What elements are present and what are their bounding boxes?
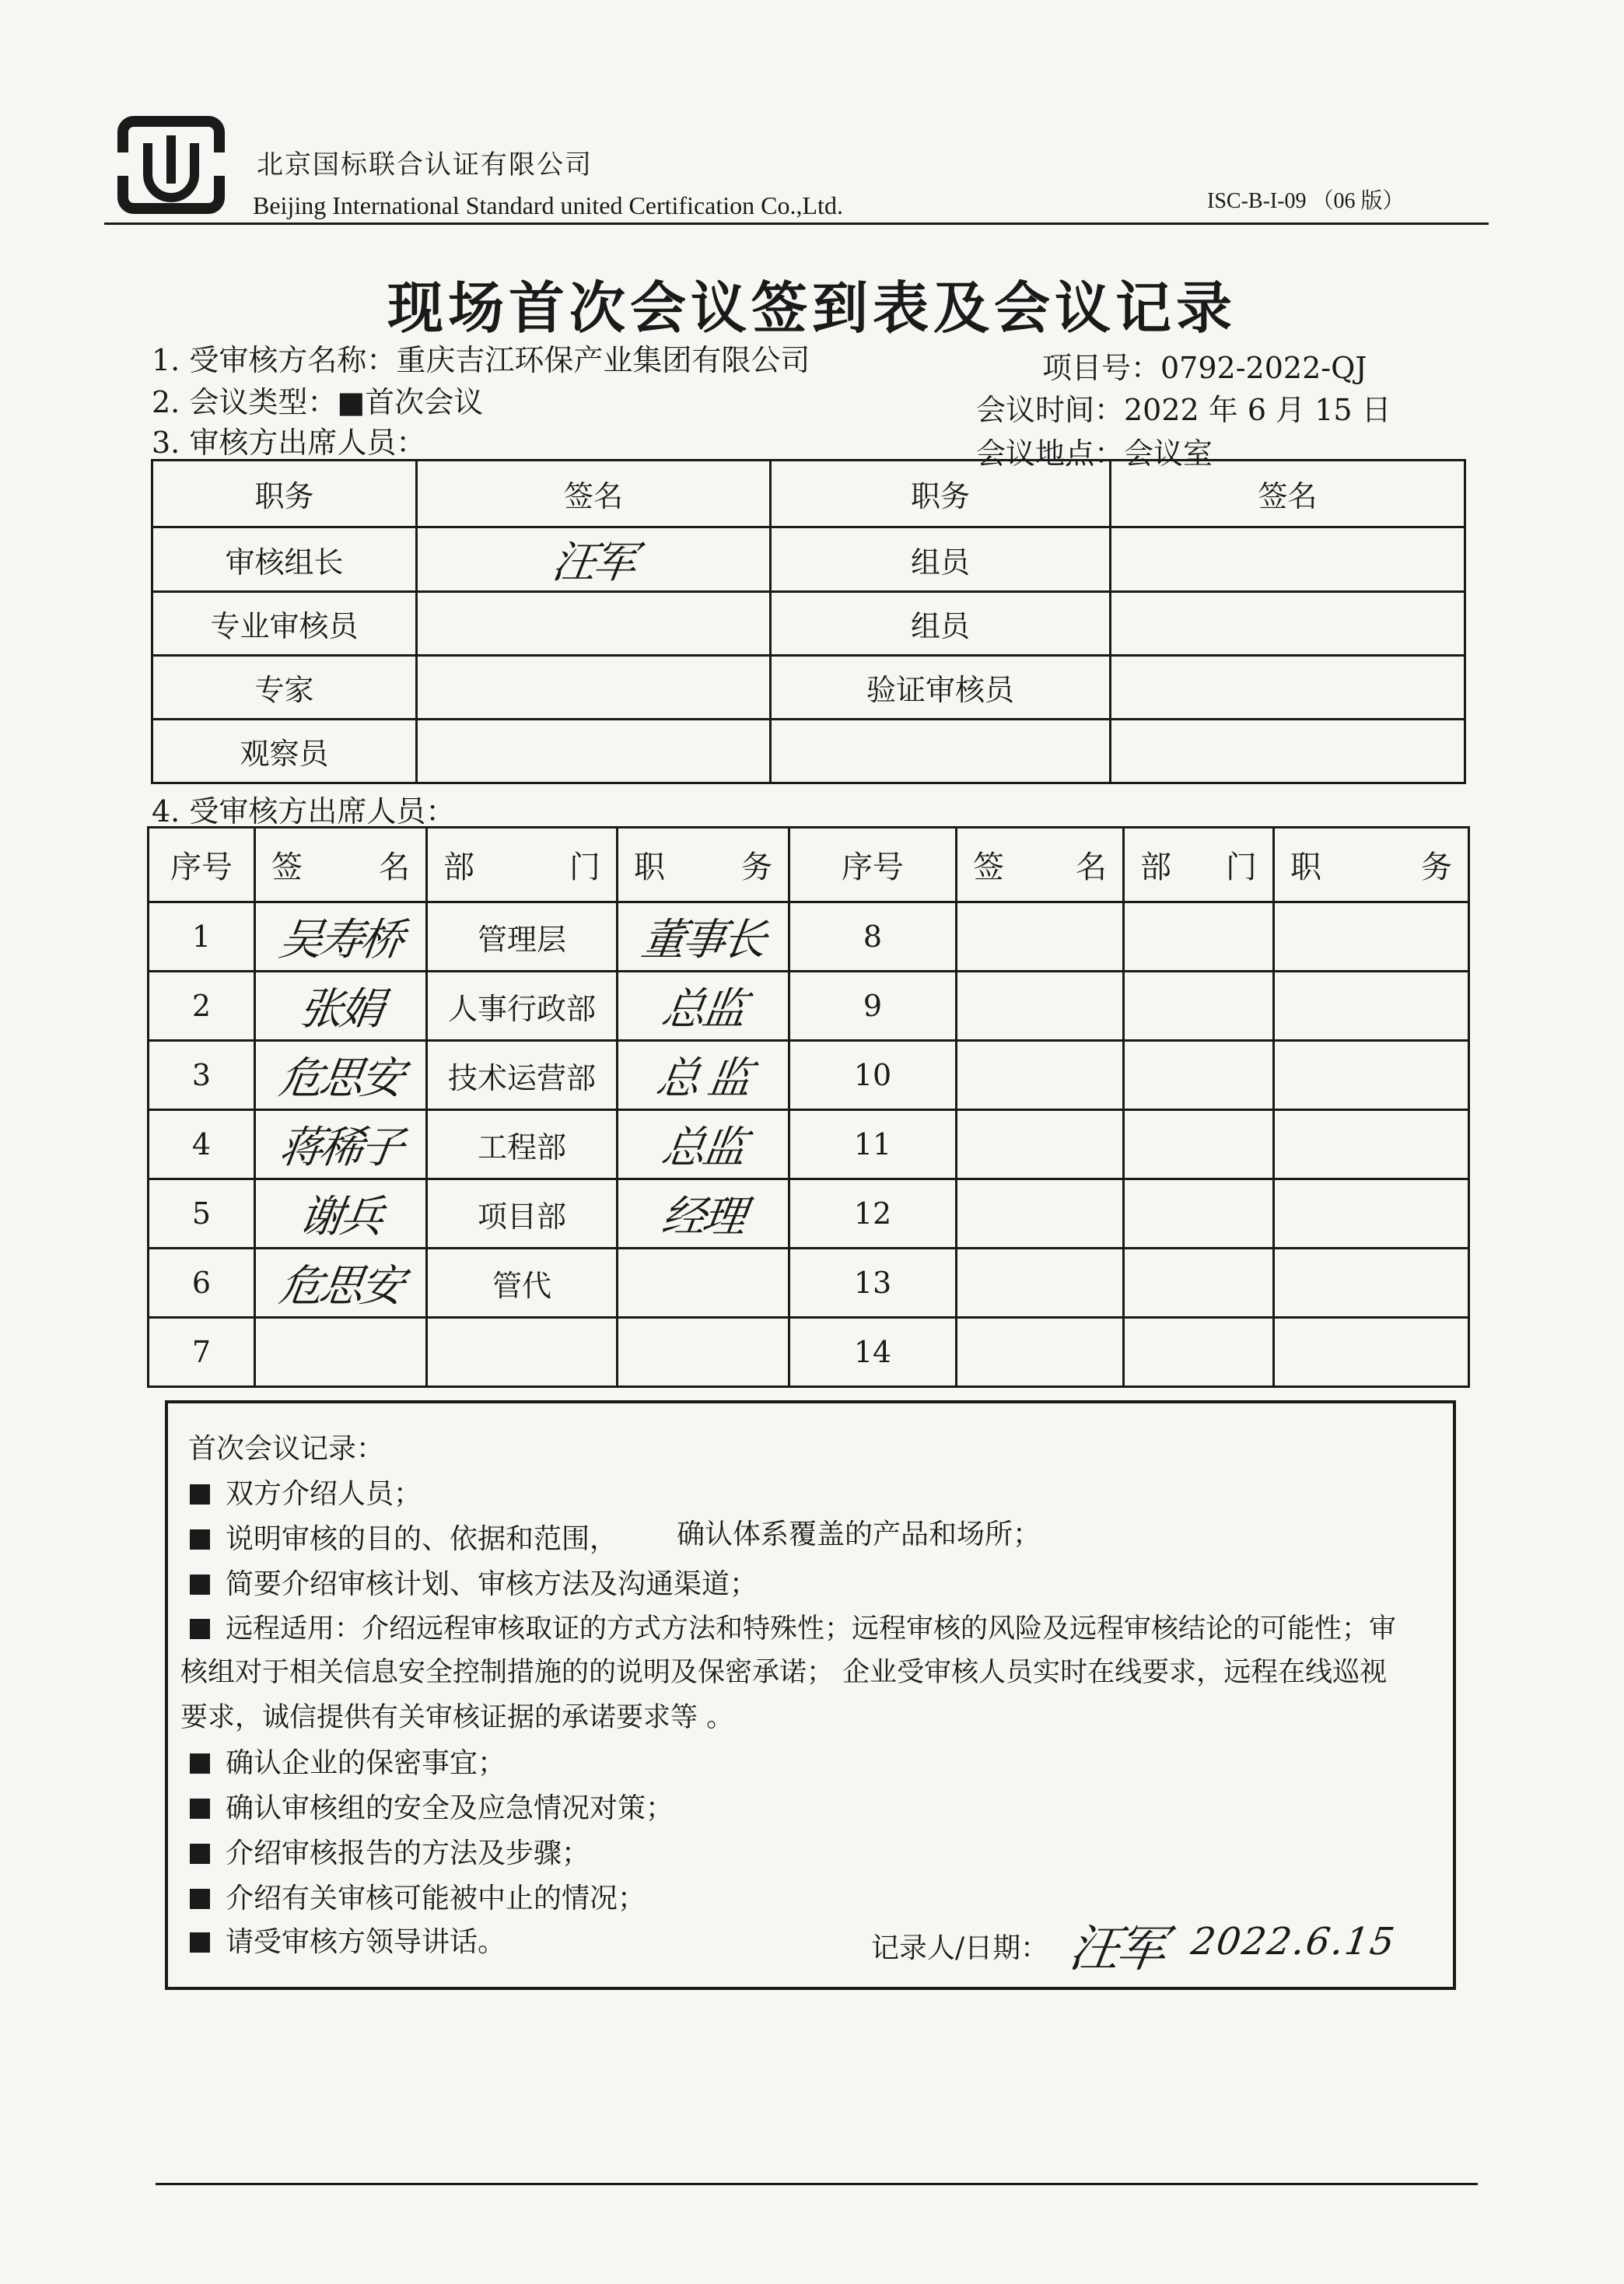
recorder-label: 记录人/日期：: [871, 1932, 1049, 1964]
signature-cell: [255, 1110, 427, 1179]
handwritten-duty: 总监: [658, 1123, 747, 1173]
notes-item: 确认企业的保密事宜；: [190, 1741, 506, 1781]
empty-cell: [1274, 1318, 1469, 1387]
signature-cell: [417, 656, 771, 720]
table-row: [152, 720, 1465, 783]
table-row: [149, 972, 1469, 1041]
signature-cell: [417, 527, 771, 592]
seq-cell: 1: [149, 902, 255, 972]
dept-cell: 项目部: [427, 1179, 618, 1249]
meeting-type-line: 2. 会议类型：■首次会议: [152, 385, 484, 419]
empty-cell: [957, 972, 1124, 1041]
empty-cell: [957, 1249, 1124, 1318]
page-title: 现场首次会议签到表及会议记录: [387, 275, 1237, 341]
recorder-signature: 汪军: [1065, 1921, 1167, 1978]
empty-cell: [1124, 1318, 1274, 1387]
seq-cell: 12: [789, 1179, 957, 1249]
dept-header: 部 门: [1124, 828, 1274, 902]
empty-cell: [1124, 1110, 1274, 1179]
handwritten-duty: 总监: [658, 984, 747, 1035]
role-cell: 专业审核员: [152, 592, 417, 656]
role-cell: [771, 720, 1111, 783]
signature-cell: [255, 902, 427, 972]
table-row: [149, 1318, 1469, 1387]
dept-header: 部 门: [427, 828, 618, 902]
notes-item-continued: 要求，诚信提供有关审核证据的承诺要求等 。: [180, 1702, 734, 1733]
auditor-attendance-table: [151, 459, 1466, 784]
signature-cell: [255, 1318, 427, 1387]
notes-item: 简要介绍审核计划、审核方法及沟通渠道；: [190, 1562, 758, 1602]
seq-cell: 2: [149, 972, 255, 1041]
seq-cell: 14: [789, 1318, 957, 1387]
notes-item: 远程适用：介绍远程审核取证的方式方法和特殊性；远程审核的风险及远程审核结论的可能性；审: [190, 1607, 1396, 1646]
seq-cell: 3: [149, 1041, 255, 1110]
empty-cell: [957, 1041, 1124, 1110]
table-row: [149, 1041, 1469, 1110]
seq-cell: 10: [789, 1041, 957, 1110]
role-cell: 验证审核员: [771, 656, 1111, 720]
duty-cell: [618, 1249, 789, 1318]
handwritten-signature: 汪军: [548, 538, 637, 588]
footer-rule: [156, 2183, 1478, 2185]
dept-cell: 人事行政部: [427, 972, 618, 1041]
handwritten-signature: 危思安: [275, 1053, 404, 1104]
meeting-notes-box: [165, 1400, 1456, 1990]
signature-cell: [255, 1249, 427, 1318]
notes-item: 请受审核方领导讲话。: [190, 1920, 506, 1960]
seq-cell: 5: [149, 1179, 255, 1249]
column-header: 签名: [417, 461, 771, 527]
bullet-square-icon: [190, 1799, 210, 1819]
handwritten-signature: 吴寿桥: [275, 915, 404, 965]
empty-cell: [1274, 1110, 1469, 1179]
table-row: [149, 1110, 1469, 1179]
signature-cell: [255, 972, 427, 1041]
column-header: 签名: [1111, 461, 1465, 527]
auditee-attendees-heading: 4. 受审核方出席人员：: [152, 794, 456, 828]
bullet-square-icon: [190, 1932, 210, 1953]
duty-cell: [618, 902, 789, 972]
handwritten-duty: 总 监: [653, 1053, 752, 1104]
role-cell: 观察员: [152, 720, 417, 783]
signature-cell: [1111, 720, 1465, 783]
sign-header: 签 名: [255, 828, 427, 902]
meeting-place: 会议地点：会议室: [976, 436, 1213, 471]
seq-cell: 8: [789, 902, 957, 972]
notes-item: 介绍审核报告的方法及步骤；: [190, 1831, 590, 1871]
header-rule: [104, 222, 1489, 225]
handwritten-signature: 张娟: [296, 984, 384, 1035]
role-cell: 组员: [771, 527, 1111, 592]
role-cell: 审核组长: [152, 527, 417, 592]
signature-cell: [1111, 527, 1465, 592]
project-number: 项目号：0792-2022-QJ: [1042, 351, 1367, 385]
bullet-square-icon: [190, 1753, 210, 1774]
empty-cell: [1274, 1179, 1469, 1249]
duty-cell: [618, 1179, 789, 1249]
role-cell: 组员: [771, 592, 1111, 656]
table-row: [149, 902, 1469, 972]
auditor-attendees-heading: 3. 审核方出席人员：: [152, 426, 426, 460]
recorder-date: 2022.6.15: [1188, 1920, 1399, 1963]
empty-cell: [1274, 1041, 1469, 1110]
dept-cell: 工程部: [427, 1110, 618, 1179]
empty-cell: [957, 1179, 1124, 1249]
bullet-square-icon: [190, 1889, 210, 1909]
table-header-row: [152, 461, 1465, 527]
duty-cell: [618, 972, 789, 1041]
handwritten-signature: 危思安: [275, 1261, 404, 1312]
seq-cell: 6: [149, 1249, 255, 1318]
notes-heading: 首次会议记录：: [188, 1433, 385, 1465]
company-name-en: Beijing International Standard united Certification Co.,Ltd.: [253, 191, 843, 219]
signature-cell: [417, 592, 771, 656]
empty-cell: [1274, 972, 1469, 1041]
column-header: 职务: [771, 461, 1111, 527]
bullet-square-icon: [190, 1484, 210, 1505]
empty-cell: [1274, 902, 1469, 972]
dept-cell: 管代: [427, 1249, 618, 1318]
duty-cell: [618, 1041, 789, 1110]
notes-item: 双方介绍人员；: [190, 1472, 422, 1512]
seq-cell: 9: [789, 972, 957, 1041]
duty-cell: [618, 1110, 789, 1179]
bullet-square-icon: [190, 1844, 210, 1864]
empty-cell: [1124, 1041, 1274, 1110]
duty-header: 职 务: [618, 828, 789, 902]
table-row: [149, 1179, 1469, 1249]
form-code: ISC-B-I-09 （06 版）: [1207, 189, 1405, 213]
auditee-attendance-table: [147, 826, 1470, 1388]
role-cell: 专家: [152, 656, 417, 720]
sign-header: 签 名: [957, 828, 1124, 902]
handwritten-duty: 董事长: [638, 915, 767, 965]
notes-item-continued: 核组对于相关信息安全控制措施的的说明及保密承诺； 企业受审核人员实时在线要求，远程在线巡视: [180, 1657, 1388, 1688]
duty-cell: [618, 1318, 789, 1387]
duty-header: 职 务: [1274, 828, 1469, 902]
meeting-time: 会议时间：2022 年 6 月 15 日: [976, 393, 1391, 427]
table-row: [149, 1249, 1469, 1318]
seq-cell: 7: [149, 1318, 255, 1387]
notes-item-continued: 确认体系覆盖的产品和场所；: [677, 1519, 1041, 1550]
seq-header: 序号: [789, 828, 957, 902]
seq-cell: 13: [789, 1249, 957, 1318]
column-header: 职务: [152, 461, 417, 527]
empty-cell: [957, 902, 1124, 972]
bullet-square-icon: [190, 1529, 210, 1550]
empty-cell: [1274, 1249, 1469, 1318]
dept-cell: 技术运营部: [427, 1041, 618, 1110]
company-logo: [117, 115, 226, 215]
handwritten-signature: 蒋稀子: [275, 1123, 404, 1173]
bullet-square-icon: [190, 1619, 210, 1639]
signature-cell: [1111, 656, 1465, 720]
signature-cell: [417, 720, 771, 783]
auditee-name-line: 1. 受审核方名称：重庆吉江环保产业集团有限公司: [152, 343, 810, 377]
company-name-cn: 北京国标联合认证有限公司: [257, 149, 593, 180]
signature-cell: [255, 1041, 427, 1110]
empty-cell: [957, 1318, 1124, 1387]
empty-cell: [1124, 902, 1274, 972]
table-row: [152, 656, 1465, 720]
seq-header: 序号: [149, 828, 255, 902]
notes-item: 确认审核组的安全及应急情况对策；: [190, 1786, 674, 1826]
bullet-square-icon: [190, 1575, 210, 1595]
empty-cell: [957, 1110, 1124, 1179]
empty-cell: [1124, 1249, 1274, 1318]
notes-item: 介绍有关审核可能被中止的情况；: [190, 1876, 646, 1916]
handwritten-duty: 经理: [658, 1192, 747, 1242]
table-header-row: [149, 828, 1469, 902]
empty-cell: [1124, 1179, 1274, 1249]
dept-cell: [427, 1318, 618, 1387]
table-row: [152, 527, 1465, 592]
signature-cell: [255, 1179, 427, 1249]
handwritten-signature: 谢兵: [296, 1192, 384, 1242]
table-row: [152, 592, 1465, 656]
seq-cell: 11: [789, 1110, 957, 1179]
signature-cell: [1111, 592, 1465, 656]
dept-cell: 管理层: [427, 902, 618, 972]
seq-cell: 4: [149, 1110, 255, 1179]
empty-cell: [1124, 972, 1274, 1041]
notes-item: 说明审核的目的、依据和范围，: [190, 1517, 618, 1557]
